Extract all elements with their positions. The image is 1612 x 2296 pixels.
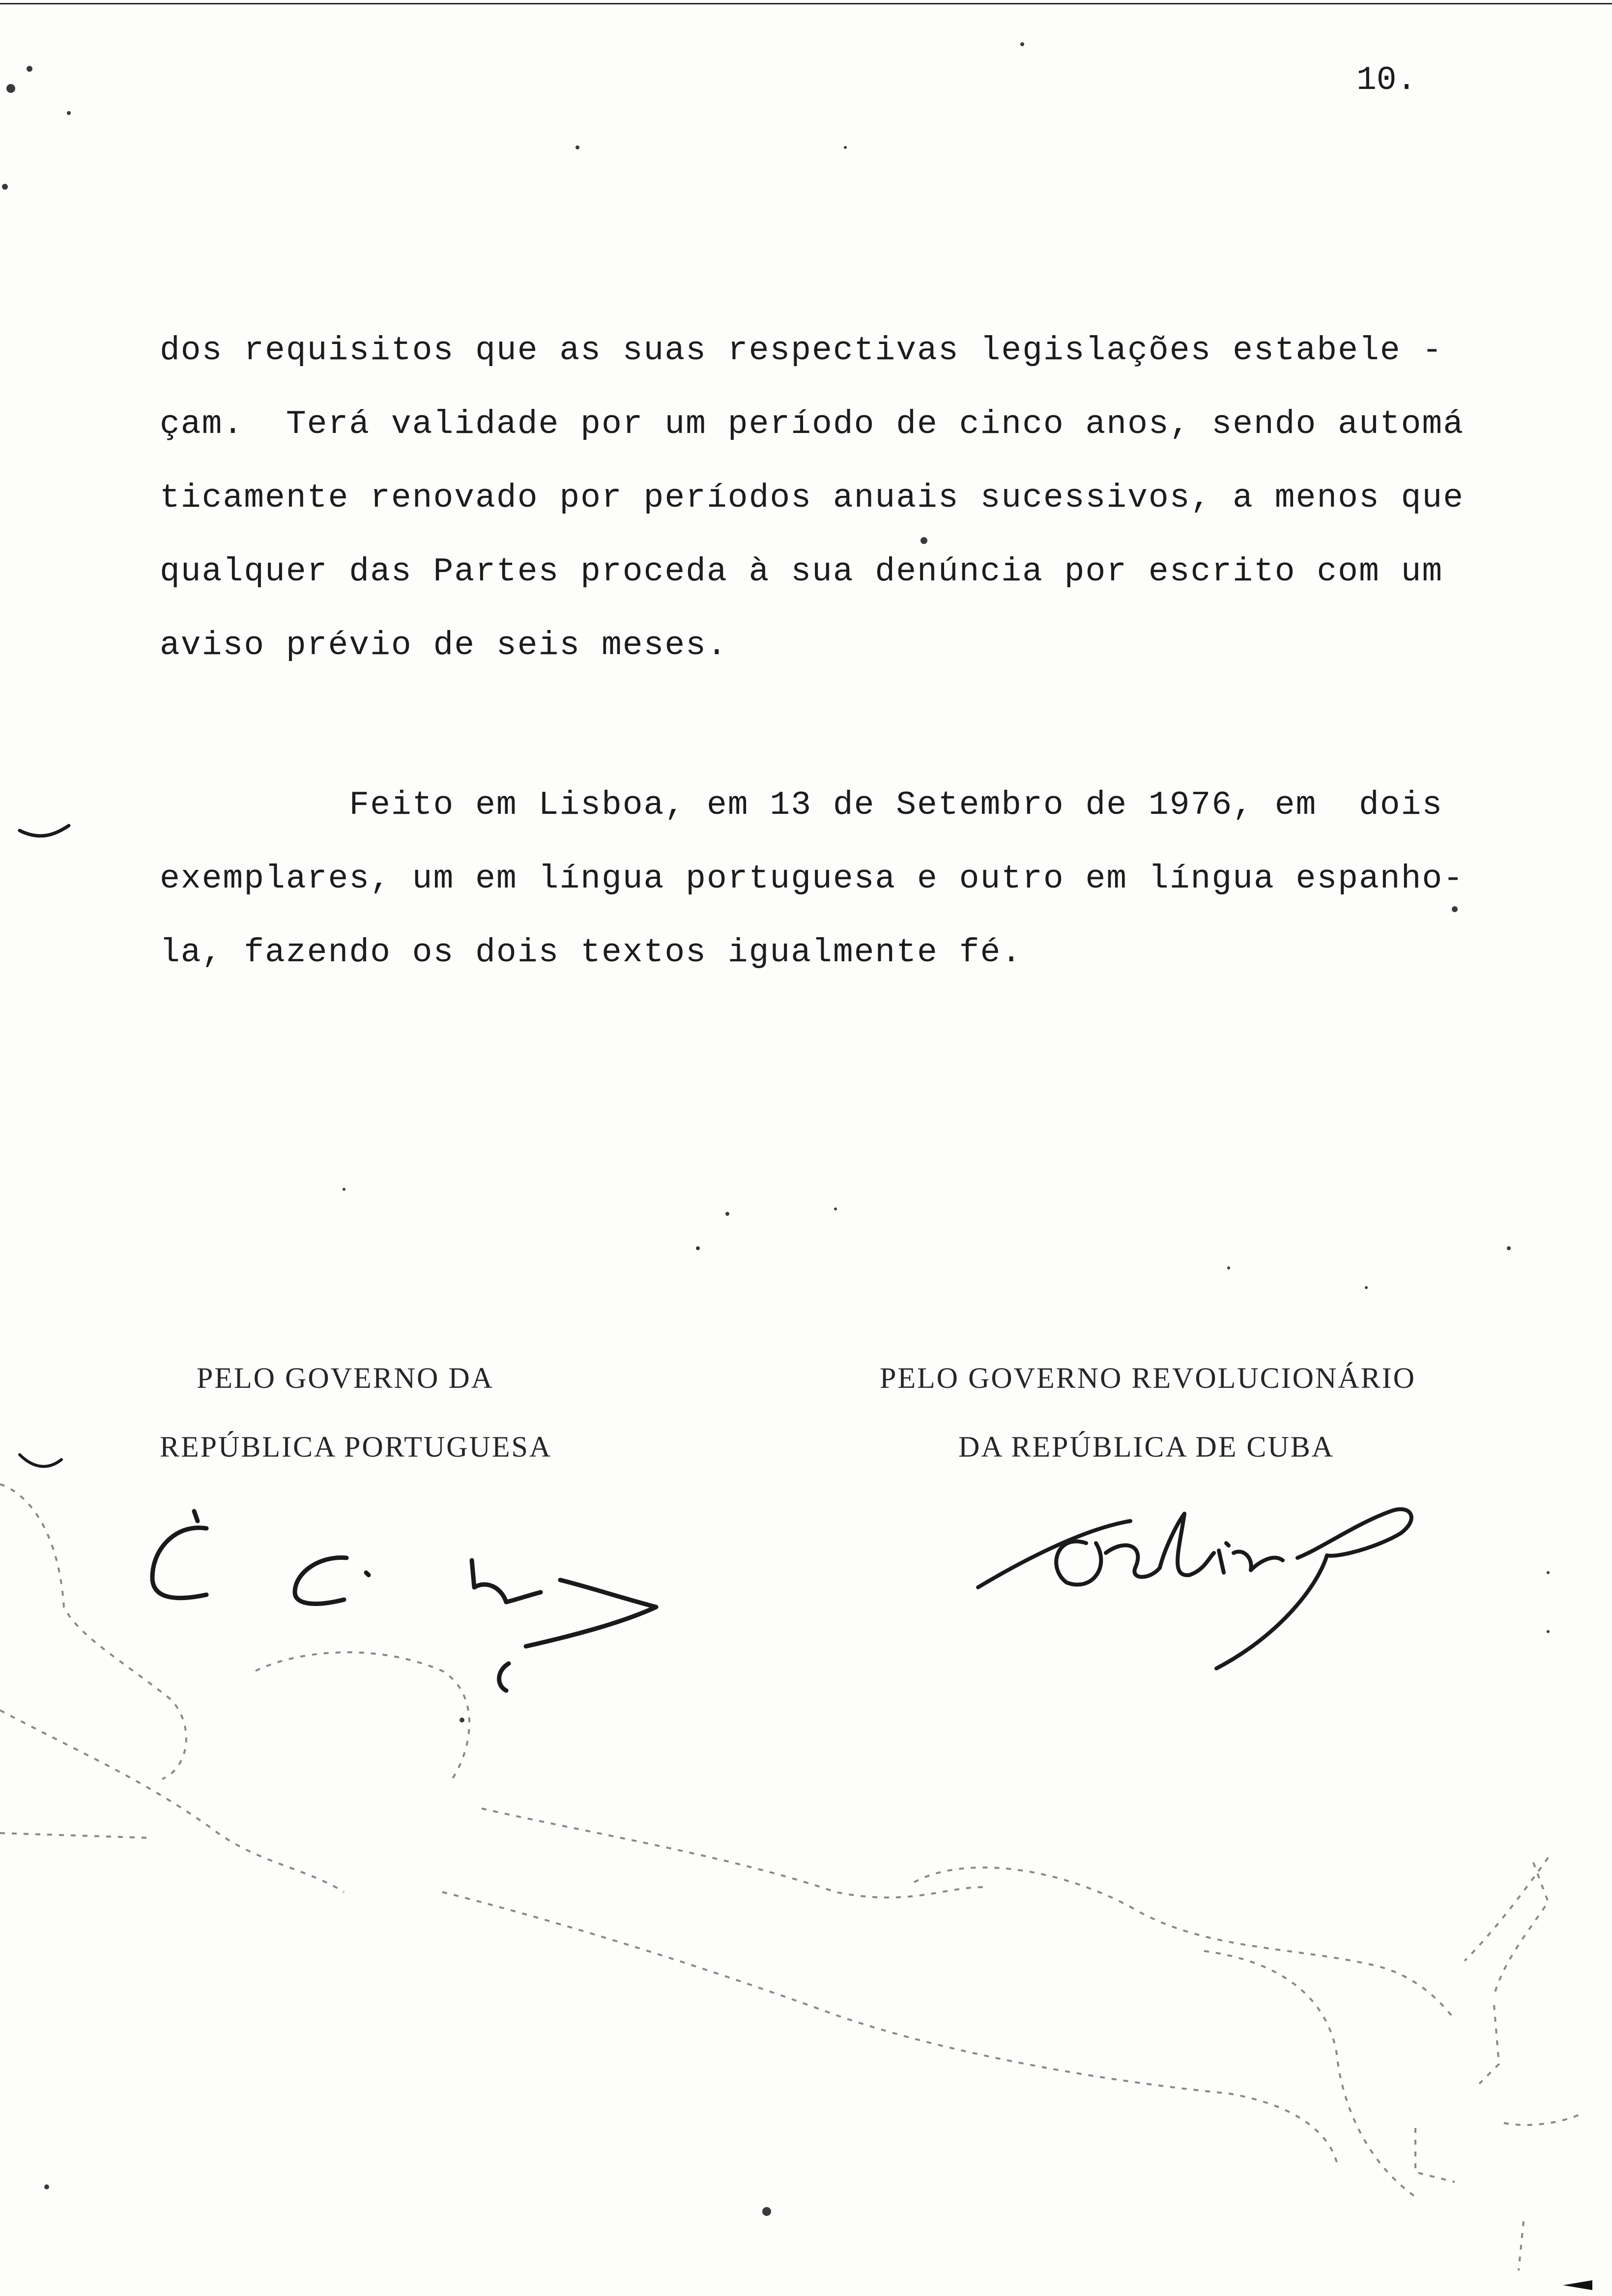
text-line: ticamente renovado por períodos anuais sucessivos, a menos que — [160, 479, 1465, 517]
scan-specks — [2, 42, 1550, 2216]
signature-cuba — [978, 1509, 1411, 1668]
page-number: 10. — [1356, 61, 1417, 99]
signatory-right-line1: PELO GOVERNO REVOLUCIONÁRIO — [880, 1362, 1416, 1394]
ink-mark — [20, 826, 69, 836]
text-line: exemplares, um em língua portuguesa e outro em língua espanho- — [160, 860, 1465, 898]
signatory-right-line2: DA REPÚBLICA DE CUBA — [958, 1431, 1335, 1463]
text-line: dos requisitos que as suas respectivas legislações estabele - — [160, 332, 1443, 370]
ink-mark — [1563, 2280, 1592, 2290]
text-line: qualquer das Partes proceda à sua denúncia por escrito com um — [160, 553, 1443, 591]
text-line: çam. Terá validade por um período de cinco anos, sendo automá — [160, 405, 1465, 443]
text-line: Feito em Lisboa, em 13 de Setembro de 1976, em dois — [160, 786, 1443, 824]
signature-portugal — [152, 1511, 656, 1691]
scan-artifacts — [0, 1484, 1583, 2270]
text-line: la, fazendo os dois textos igualmente fé. — [160, 934, 1023, 972]
ink-mark — [20, 1455, 61, 1466]
signatory-left-line2: REPÚBLICA PORTUGUESA — [160, 1431, 552, 1463]
signatory-left-line1: PELO GOVERNO DA — [197, 1362, 494, 1394]
text-line: aviso prévio de seis meses. — [160, 627, 728, 664]
